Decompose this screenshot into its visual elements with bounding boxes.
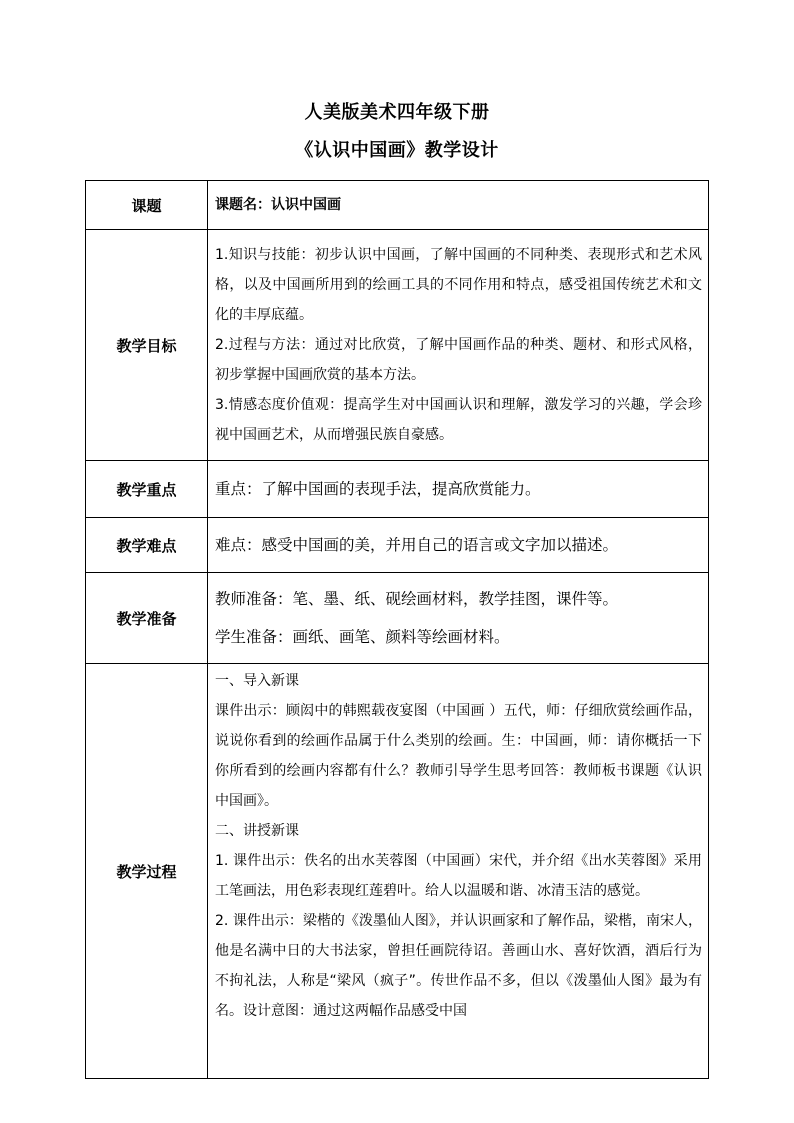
process-section-teaching-heading: 二、讲授新课 xyxy=(215,823,299,839)
topic-value: 课题名：认识中国画 xyxy=(208,181,709,230)
table-row-goals xyxy=(86,230,709,461)
table-row-difficulties xyxy=(86,518,709,573)
process-content xyxy=(208,664,709,1079)
table-row-topic xyxy=(86,181,709,230)
teacher-preparation: 教师准备：笔、墨、纸、砚绘画材料，教学挂图，课件等。 xyxy=(215,590,619,608)
difficulties-label: 教学难点 xyxy=(86,518,208,573)
goals-content xyxy=(208,230,709,461)
process-teaching-step-1: 1. 课件出示：佚名的出水芙蓉图（中国画）宋代，并介绍《出水芙蓉图》采用工笔画法，用色彩表现红莲碧叶。给人以温暖和谐、冰清玉洁的感觉。 xyxy=(215,853,702,899)
document-title-line1: 人美版美术四年级下册 xyxy=(304,102,490,123)
table-row-preparation xyxy=(86,573,709,664)
difficulties-value: 难点：感受中国画的美，并用自己的语言或文字加以描述。 xyxy=(208,518,709,573)
goal-item-knowledge: 1.知识与技能：初步认识中国画，了解中国画的不同种类、表现形式和艺术风格，以及中国画所用到的绘画工具的不同作用和特点，感受祖国传统艺术和文化的丰厚底蕴。 xyxy=(215,247,702,323)
preparation-label: 教学准备 xyxy=(86,573,208,664)
lesson-plan-table xyxy=(85,180,709,1079)
process-label: 教学过程 xyxy=(86,664,208,1079)
goal-item-attitude: 3.情感态度价值观：提高学生对中国画认识和理解，激发学习的兴趣，学会珍视中国画艺术，从而增强民族自豪感。 xyxy=(215,397,702,443)
topic-label: 课题 xyxy=(86,181,208,230)
process-teaching-step-2: 2. 课件出示：梁楷的《泼墨仙人图》，并认识画家和了解作品，梁楷，南宋人，他是名满中日的大书法家，曾担任画院待诏。善画山水、喜好饮酒，酒后行为不拘礼法，人称是“梁风（疯子”。传世作品不多，但以《泼墨仙人图》最为有名。设计意图：通过这两幅作品感受中国 xyxy=(215,913,702,1019)
document-title-line2: 《认识中国画》教学设计 xyxy=(295,140,499,161)
goals-label: 教学目标 xyxy=(86,230,208,461)
process-intro-text: 课件出示：顾闳中的韩熙载夜宴图（中国画 ）五代，师：仔细欣赏绘画作品，说说你看到的绘画作品属于什么类别的绘画。生：中国画，师：请你概括一下你所看到的绘画内容都有什么？教师引导学生思考回答：教师板书课题《认识中国画》。 xyxy=(215,703,702,809)
process-section-intro-heading: 一、导入新课 xyxy=(215,673,299,689)
goal-item-process: 2.过程与方法：通过对比欣赏，了解中国画作品的种类、题材、和形式风格，初步掌握中国画欣赏的基本方法。 xyxy=(215,337,702,383)
table-row-key-points xyxy=(86,461,709,518)
document-header xyxy=(0,100,794,164)
preparation-content xyxy=(208,573,709,664)
key-points-value: 重点：了解中国画的表现手法，提高欣赏能力。 xyxy=(208,461,709,518)
student-preparation: 学生准备：画纸、画笔、颜料等绘画材料。 xyxy=(215,628,510,646)
table-row-process xyxy=(86,664,709,1079)
key-points-label: 教学重点 xyxy=(86,461,208,518)
